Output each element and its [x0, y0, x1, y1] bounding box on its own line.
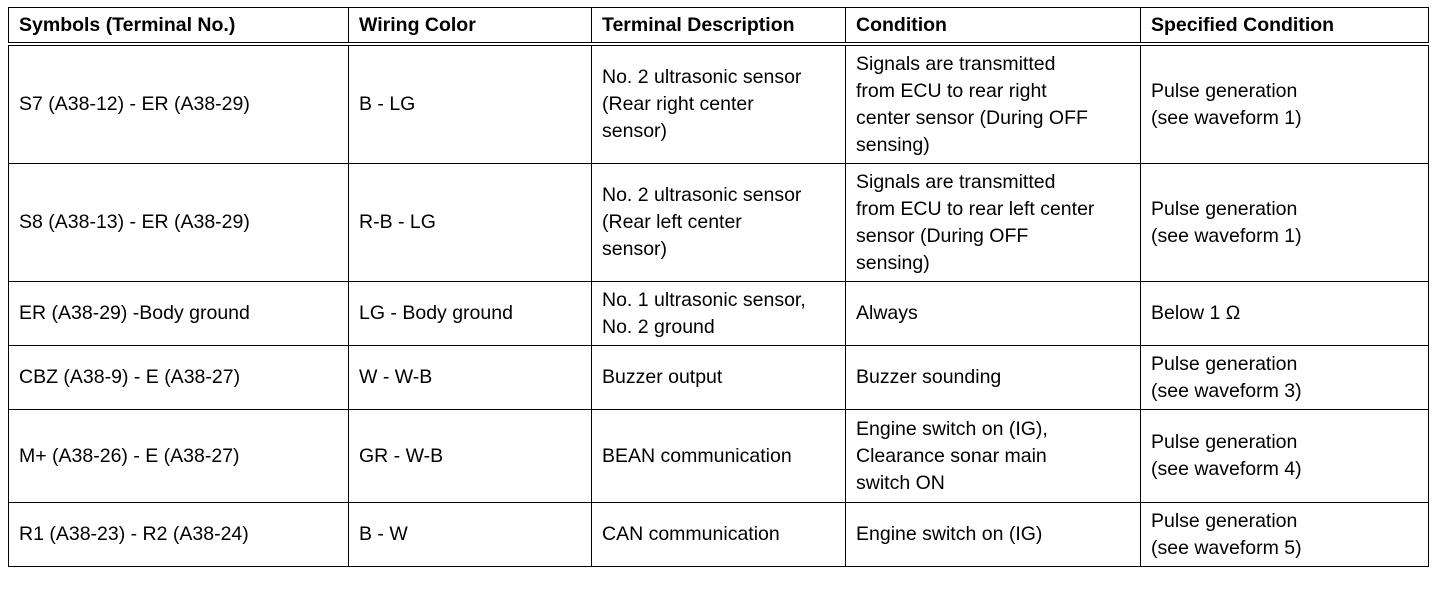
header-wiring-color: Wiring Color — [349, 8, 592, 45]
cell-symbols: R1 (A38-23) - R2 (A38-24) — [9, 503, 349, 567]
cell-wiring-color: B - W — [349, 503, 592, 567]
cell-specified-condition: Pulse generation (see waveform 1) — [1141, 44, 1429, 164]
cell-terminal-description: No. 2 ultrasonic sensor (Rear left center sensor) — [592, 164, 846, 282]
cell-terminal-description: No. 2 ultrasonic sensor (Rear right center sensor) — [592, 44, 846, 164]
cell-symbols: M+ (A38-26) - E (A38-27) — [9, 410, 349, 503]
cell-wiring-color: W - W-B — [349, 346, 592, 410]
table-row — [9, 346, 1429, 410]
header-condition: Condition — [846, 8, 1141, 45]
cell-specified-condition: Below 1 Ω — [1141, 282, 1429, 346]
cell-symbols: S8 (A38-13) - ER (A38-29) — [9, 164, 349, 282]
cell-specified-condition: Pulse generation (see waveform 4) — [1141, 410, 1429, 503]
cell-condition: Always — [846, 282, 1141, 346]
cell-terminal-description: Buzzer output — [592, 346, 846, 410]
header-symbols: Symbols (Terminal No.) — [9, 8, 349, 45]
cell-symbols: CBZ (A38-9) - E (A38-27) — [9, 346, 349, 410]
cell-condition: Buzzer sounding — [846, 346, 1141, 410]
table-row — [9, 503, 1429, 567]
cell-condition: Engine switch on (IG) — [846, 503, 1141, 567]
cell-terminal-description: No. 1 ultrasonic sensor, No. 2 ground — [592, 282, 846, 346]
cell-specified-condition: Pulse generation (see waveform 5) — [1141, 503, 1429, 567]
cell-wiring-color: B - LG — [349, 44, 592, 164]
table-row — [9, 44, 1429, 164]
cell-terminal-description: CAN communication — [592, 503, 846, 567]
table-row — [9, 282, 1429, 346]
cell-wiring-color: GR - W-B — [349, 410, 592, 503]
cell-wiring-color: LG - Body ground — [349, 282, 592, 346]
cell-condition: Signals are transmitted from ECU to rear right center sensor (During OFF sensing) — [846, 44, 1141, 164]
cell-condition: Engine switch on (IG), Clearance sonar main switch ON — [846, 410, 1141, 503]
cell-wiring-color: R-B - LG — [349, 164, 592, 282]
table-row — [9, 164, 1429, 282]
cell-symbols: ER (A38-29) -Body ground — [9, 282, 349, 346]
cell-symbols: S7 (A38-12) - ER (A38-29) — [9, 44, 349, 164]
cell-specified-condition: Pulse generation (see waveform 1) — [1141, 164, 1429, 282]
header-specified-condition: Specified Condition — [1141, 8, 1429, 45]
cell-specified-condition: Pulse generation (see waveform 3) — [1141, 346, 1429, 410]
table-row — [9, 410, 1429, 503]
terminal-spec-table — [8, 7, 1429, 567]
table-header-row — [9, 8, 1429, 45]
header-terminal-description: Terminal Description — [592, 8, 846, 45]
cell-condition: Signals are transmitted from ECU to rear left center sensor (During OFF sensing) — [846, 164, 1141, 282]
cell-terminal-description: BEAN communication — [592, 410, 846, 503]
